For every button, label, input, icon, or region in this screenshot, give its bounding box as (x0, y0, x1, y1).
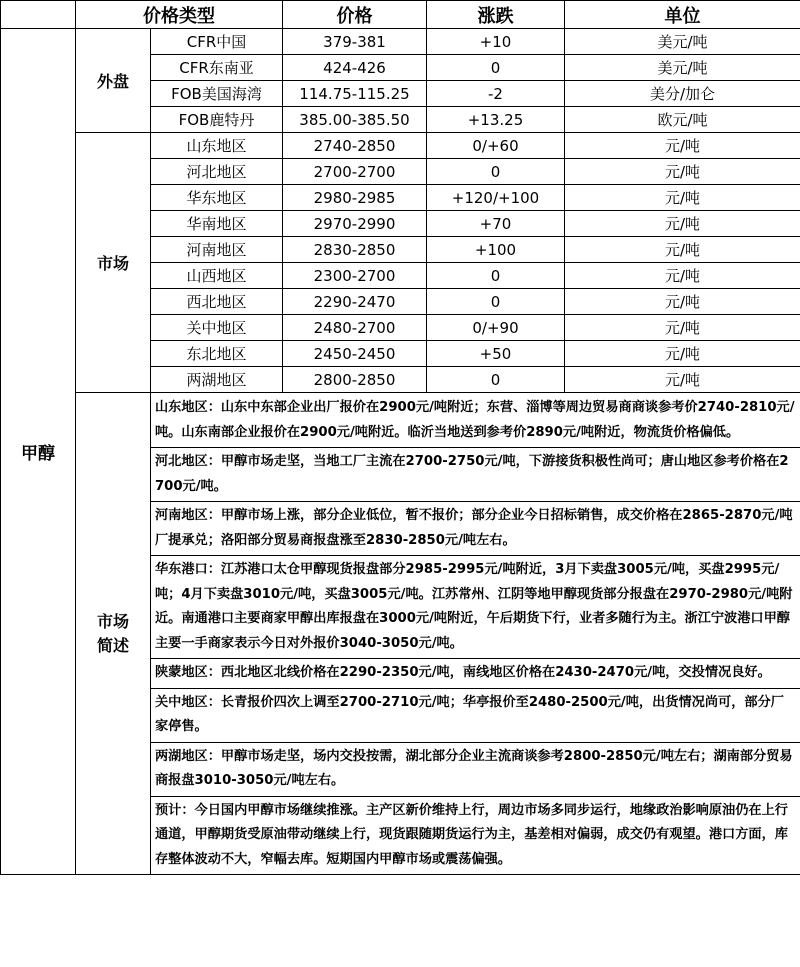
price-value: 2450-2450 (283, 341, 427, 367)
change-value: 0 (427, 55, 565, 81)
price-type-name: 西北地区 (151, 289, 283, 315)
unit-value: 元/吨 (565, 341, 800, 367)
price-type-name: FOB鹿特丹 (151, 107, 283, 133)
change-value: 0/+60 (427, 133, 565, 159)
price-value: 2980-2985 (283, 185, 427, 211)
group-market: 市场 (76, 133, 151, 393)
change-value: +13.25 (427, 107, 565, 133)
change-value: +70 (427, 211, 565, 237)
header-change: 涨跌 (427, 1, 565, 29)
price-row (1, 29, 800, 55)
summary-note: 两湖地区：甲醇市场走坚，场内交投按需，湖北部分企业主流商谈参考2800-2850元/吨左右；湖南部分贸易商报盘3010-3050元/吨左右。 (151, 742, 800, 796)
unit-value: 元/吨 (565, 133, 800, 159)
price-value: 2700-2700 (283, 159, 427, 185)
price-type-name: 山东地区 (151, 133, 283, 159)
change-value: 0 (427, 263, 565, 289)
change-value: -2 (427, 81, 565, 107)
group-external: 外盘 (76, 29, 151, 133)
price-value: 2800-2850 (283, 367, 427, 393)
unit-value: 美分/加仑 (565, 81, 800, 107)
summary-row (1, 393, 800, 448)
price-type-name: CFR中国 (151, 29, 283, 55)
header-blank (1, 1, 76, 29)
unit-value: 元/吨 (565, 289, 800, 315)
change-value: 0 (427, 159, 565, 185)
change-value: +100 (427, 237, 565, 263)
unit-value: 元/吨 (565, 185, 800, 211)
unit-value: 元/吨 (565, 159, 800, 185)
change-value: 0/+90 (427, 315, 565, 341)
price-value: 2830-2850 (283, 237, 427, 263)
price-type-name: 河南地区 (151, 237, 283, 263)
product-name: 甲醇 (1, 29, 76, 875)
unit-value: 欧元/吨 (565, 107, 800, 133)
price-type-name: 华南地区 (151, 211, 283, 237)
summary-note: 河南地区：甲醇市场上涨，部分企业低位，暂不报价；部分企业今日招标销售，成交价格在2865-2870元/吨厂提承兑；洛阳部分贸易商报盘涨至2830-2850元/吨左右。 (151, 502, 800, 556)
price-value: 385.00-385.50 (283, 107, 427, 133)
price-value: 2970-2990 (283, 211, 427, 237)
unit-value: 元/吨 (565, 237, 800, 263)
change-value: +120/+100 (427, 185, 565, 211)
summary-note: 河北地区：甲醇市场走坚，当地工厂主流在2700-2750元/吨，下游接货积极性尚可；唐山地区参考价格在2700元/吨。 (151, 448, 800, 502)
price-row (1, 133, 800, 159)
summary-note: 山东地区：山东中东部企业出厂报价在2900元/吨附近；东营、淄博等周边贸易商商谈参考价2740-2810元/吨。山东南部企业报价在2900元/吨附近。临沂当地送到参考价2890元/吨附近，物流货价格偏低。 (151, 393, 800, 448)
change-value: +10 (427, 29, 565, 55)
header-row (1, 1, 800, 29)
price-type-name: FOB美国海湾 (151, 81, 283, 107)
header-unit: 单位 (565, 1, 800, 29)
price-value: 2480-2700 (283, 315, 427, 341)
price-value: 379-381 (283, 29, 427, 55)
price-value: 2290-2470 (283, 289, 427, 315)
unit-value: 美元/吨 (565, 29, 800, 55)
price-type-name: 山西地区 (151, 263, 283, 289)
summary-note: 华东港口：江苏港口太仓甲醇现货报盘部分2985-2995元/吨附近，3月下卖盘3005元/吨，买盘2995元/吨；4月下卖盘3010元/吨，买盘3005元/吨。江苏常州、江阴等地甲醇现货部分报盘在2970-2980元/吨附近。南通港口主要商家甲醇出库报盘在3000元/吨附近，午后期货下行，业者多随行为主。浙江宁波港口甲醇主要一手商家表示今日对外报价3040-3050元/吨。 (151, 556, 800, 659)
unit-value: 元/吨 (565, 315, 800, 341)
price-value: 2740-2850 (283, 133, 427, 159)
unit-value: 元/吨 (565, 263, 800, 289)
price-type-name: 关中地区 (151, 315, 283, 341)
price-type-name: 华东地区 (151, 185, 283, 211)
change-value: 0 (427, 289, 565, 315)
group-summary: 市场 简述 (76, 393, 151, 875)
header-price-type: 价格类型 (76, 1, 283, 29)
price-type-name: 河北地区 (151, 159, 283, 185)
unit-value: 美元/吨 (565, 55, 800, 81)
header-price: 价格 (283, 1, 427, 29)
price-value: 2300-2700 (283, 263, 427, 289)
summary-note: 关中地区：长青报价四次上调至2700-2710元/吨；华亭报价至2480-2500元/吨，出货情况尚可，部分厂家停售。 (151, 688, 800, 742)
summary-note: 陕蒙地区：西北地区北线价格在2290-2350元/吨，南线地区价格在2430-2470元/吨，交投情况良好。 (151, 659, 800, 689)
price-type-name: CFR东南亚 (151, 55, 283, 81)
price-value: 424-426 (283, 55, 427, 81)
price-type-name: 两湖地区 (151, 367, 283, 393)
price-type-name: 东北地区 (151, 341, 283, 367)
change-value: +50 (427, 341, 565, 367)
summary-note: 预计：今日国内甲醇市场继续推涨。主产区新价维持上行，周边市场多同步运行，地缘政治影响原油仍在上行通道，甲醇期货受原油带动继续上行，现货跟随期货运行为主，基差相对偏弱，成交仍有观望。港口方面，库存整体波动不大，窄幅去库。短期国内甲醇市场或震荡偏强。 (151, 796, 800, 875)
unit-value: 元/吨 (565, 367, 800, 393)
unit-value: 元/吨 (565, 211, 800, 237)
price-value: 114.75-115.25 (283, 81, 427, 107)
change-value: 0 (427, 367, 565, 393)
